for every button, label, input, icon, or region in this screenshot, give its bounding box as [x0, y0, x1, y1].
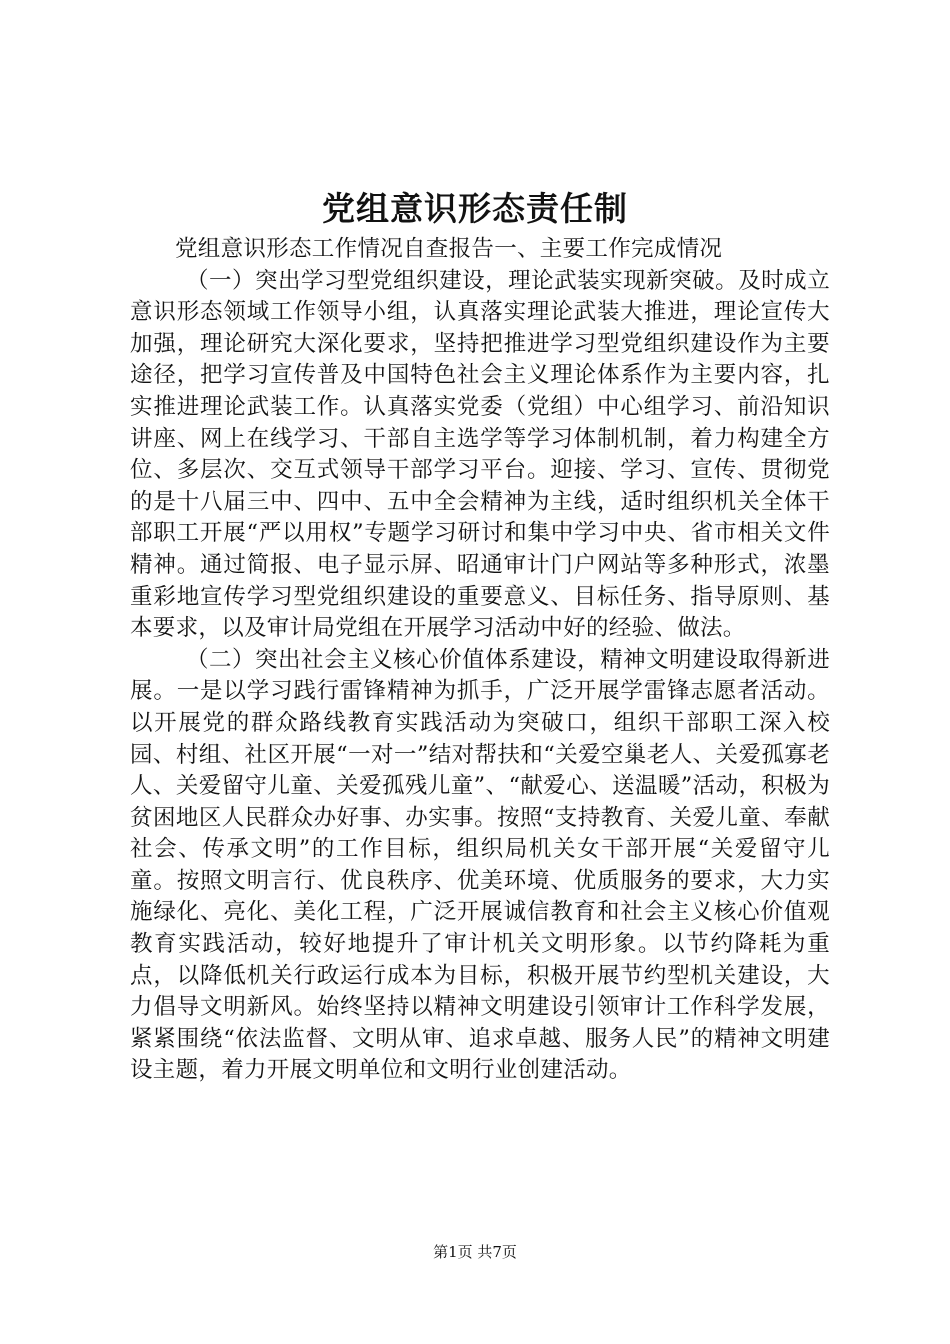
- document-title: 党组意识形态责任制: [322, 189, 628, 228]
- paragraph-1: （一）突出学习型党组织建设，理论武装实现新突破。及时成立意识形态领域工作领导小组，认真落实理论武装大推进，理论宣传大加强，理论研究大深化要求，坚持把推进学习型党组织建设作为主要途径，把学习宣传普及中国特色社会主义理论体系作为主要内容，扎实推进理论武装工作。认真落实党委（党组）中心组学习、前沿知识讲座、网上在线学习、干部自主选学等学习体制机制，着力构建全方位、多层次、交互式领导干部学习平台。迎接、学习、宣传、贯彻党的是十八届三中、四中、五中全会精神为主线，适时组织机关全体干部职工开展“严以用权”专题学习研讨和集中学习中央、省市相关文件精神。通过简报、电子显示屏、昭通审计门户网站等多种形式，浓墨重彩地宣传学习型党组织建设的重要意义、目标任务、指导原则、基本要求，以及审计局党组在开展学习活动中好的经验、做法。: [130, 267, 830, 642]
- document-subtitle: 党组意识形态工作情况自查报告一、主要工作完成情况: [175, 236, 723, 262]
- paragraph-2: （二）突出社会主义核心价值体系建设，精神文明建设取得新进展。一是以学习践行雷锋精神为抓手，广泛开展学雷锋志愿者活动。以开展党的群众路线教育实践活动为突破口，组织干部职工深入校园、村组、社区开展“一对一”结对帮扶和“关爱空巢老人、关爱孤寡老人、关爱留守儿童、关爱孤残儿童”、“献爱心、送温暖”活动，积极为贫困地区人民群众办好事、办实事。按照“支持教育、关爱儿童、奉献社会、传承文明”的工作目标，组织局机关女干部开展“关爱留守儿童。按照文明言行、优良秩序、优美环境、优质服务的要求，大力实施绿化、亮化、美化工程，广泛开展诚信教育和社会主义核心价值观教育实践活动，较好地提升了审计机关文明形象。以节约降耗为重点，以降低机关行政运行成本为目标，积极开展节约型机关建设，大力倡导文明新风。始终坚持以精神文明建设引领审计工作科学发展，紧紧围绕“依法监督、文明从审、追求卓越、服务人民”的精神文明建设主题，着力开展文明单位和文明行业创建活动。: [130, 646, 830, 1084]
- document-body: [130, 234, 830, 1087]
- page-number: 第1页 共7页: [433, 1243, 517, 1261]
